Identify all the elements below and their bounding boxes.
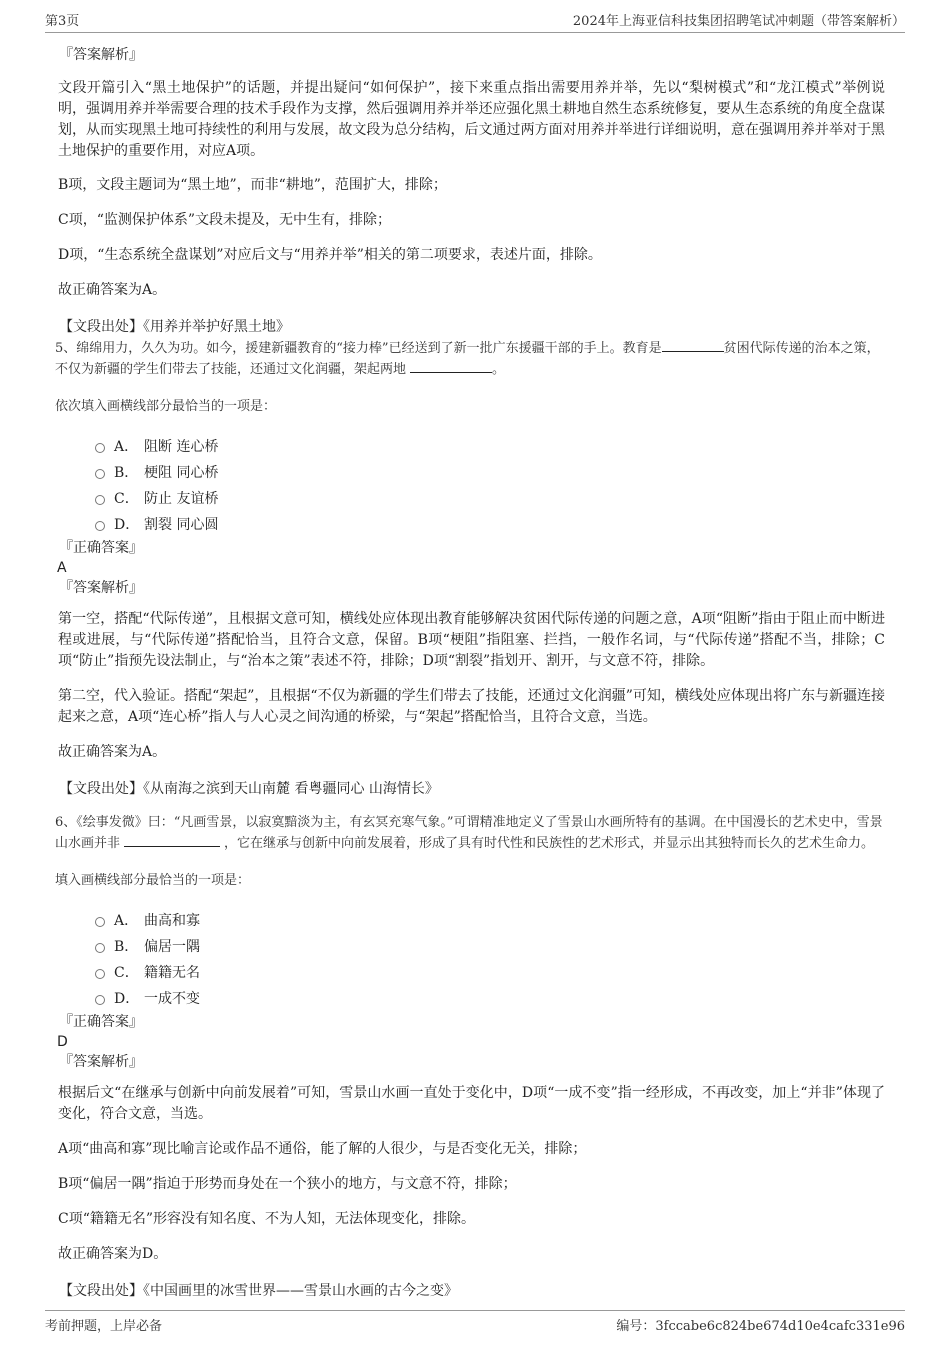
source-citation: 【文段出处】《中国画里的冰雪世界——雪景山水画的古今之变》 xyxy=(59,1283,458,1299)
question-stem xyxy=(55,812,885,854)
question-prompt: 填入画横线部分最恰当的一项是： xyxy=(55,873,251,888)
correct-answer-tag: 『正确答案』 xyxy=(59,1014,143,1030)
option-letter: B． xyxy=(114,465,139,481)
analysis-paragraph: B项，文段主题词为“黑土地”，而非“耕地”，范围扩大，排除； xyxy=(58,177,447,193)
fill-blank xyxy=(124,834,220,847)
option-d[interactable] xyxy=(95,511,885,537)
question-stem xyxy=(55,338,885,380)
option-letter: B． xyxy=(114,939,139,955)
question-stem-part: 贫困代际传递的治本之策，不仅为新疆的学生们带去了技能，还通过文化润疆，架起两地 xyxy=(55,341,880,377)
analysis-paragraph: A项“曲高和寡”现比喻言论或作品不通俗，能了解的人很少，与是否变化无关，排除； xyxy=(58,1141,587,1157)
radio-circle-icon[interactable] xyxy=(95,495,105,505)
option-text: 阻断 连心桥 xyxy=(144,439,219,455)
option-text: 梗阻 同心桥 xyxy=(144,465,219,481)
options-list xyxy=(95,907,885,1011)
option-text: 籍籍无名 xyxy=(144,965,200,981)
fill-blank xyxy=(410,360,492,373)
option-letter: D． xyxy=(114,991,140,1007)
analysis-paragraph: C项，“监测保护体系”文段未提及，无中生有，排除； xyxy=(58,212,392,228)
option-a[interactable] xyxy=(95,433,885,459)
analysis-paragraph: 第一空，搭配“代际传递”，且根据文意可知，横线处应体现出教育能够解决贫困代际传递的问题之意，A项“阻断”指由于阻止而中断进程或进展，与“代际传递”搭配恰当，且符合文意，保留。B项“梗阻”指阻塞、拦挡，一般作名词，与“代际传递”搭配不当，排除；C项“防止”指预先设法制止，与“治本之策”表述不符，排除；D项“割裂”指划开、割开，与文意不符，排除。 xyxy=(58,611,885,669)
question-prompt: 依次填入画横线部分最恰当的一项是： xyxy=(55,399,277,414)
document-id: 编号：3fccabe6c824be674d10e4cafc331e96 xyxy=(616,1319,905,1334)
option-b[interactable] xyxy=(95,459,885,485)
radio-circle-icon[interactable] xyxy=(95,917,105,927)
analysis-paragraph: 根据后文“在继承与创新中向前发展着”可知，雪景山水画一直处于变化中，D项“一成不变”指一经形成，不再改变，加上“并非”体现了变化，符合文意，当选。 xyxy=(58,1085,885,1122)
page-content xyxy=(55,44,885,1302)
option-b[interactable] xyxy=(95,933,885,959)
option-letter: C． xyxy=(114,491,139,507)
answer-conclusion: 故正确答案为A。 xyxy=(58,744,167,760)
page-footer xyxy=(45,1310,905,1334)
analysis-paragraph: C项“籍籍无名”形容没有知名度、不为人知，无法体现变化，排除。 xyxy=(58,1211,476,1227)
source-citation: 【文段出处】《用养并举护好黑土地》 xyxy=(59,319,290,335)
option-d[interactable] xyxy=(95,985,885,1011)
analysis-tag: 『答案解析』 xyxy=(59,47,143,63)
radio-circle-icon[interactable] xyxy=(95,443,105,453)
option-text: 曲高和寡 xyxy=(144,913,200,929)
analysis-tag: 『答案解析』 xyxy=(59,1054,143,1070)
correct-answer: D xyxy=(57,1034,68,1050)
correct-answer: A xyxy=(57,560,67,576)
radio-circle-icon[interactable] xyxy=(95,943,105,953)
question-stem-part: 6、《绘事发微》曰：“凡画雪景，以寂寞黯淡为主，有玄冥充寒气象。”可谓精准地定义了雪景山水画所特有的基调。在中国漫长的艺术史中，雪景山水画并非 xyxy=(55,815,883,851)
answer-conclusion: 故正确答案为A。 xyxy=(58,282,167,298)
radio-circle-icon[interactable] xyxy=(95,969,105,979)
page-number: 第3页 xyxy=(45,14,80,29)
option-text: 割裂 同心圆 xyxy=(144,517,219,533)
analysis-tag: 『答案解析』 xyxy=(59,580,143,596)
analysis-paragraph: 文段开篇引入“黑土地保护”的话题，并提出疑问“如何保护”，接下来重点指出需要用养并举，先以“梨树模式”和“龙江模式”举例说明，强调用养并举需要合理的技术手段作为支撑，然后强调用养并举还应强化黑土耕地自然生态系统修复，要从生态系统的角度全盘谋划，从而实现黑土地可持续性的利用与发展，故文段为总分结构，后文通过两方面对用养并举进行详细说明，意在强调用养并举对于黑土地保护的重要作用，对应A项。 xyxy=(58,80,885,159)
document-title: 2024年上海亚信科技集团招聘笔试冲刺题（带答案解析） xyxy=(572,14,905,29)
analysis-paragraph: B项“偏居一隅”指迫于形势而身处在一个狭小的地方，与文意不符，排除； xyxy=(58,1176,517,1192)
radio-circle-icon[interactable] xyxy=(95,469,105,479)
radio-circle-icon[interactable] xyxy=(95,521,105,531)
option-letter: A． xyxy=(114,913,139,929)
correct-answer-tag: 『正确答案』 xyxy=(59,540,143,556)
fill-blank xyxy=(662,339,724,352)
option-letter: A． xyxy=(114,439,139,455)
option-c[interactable] xyxy=(95,959,885,985)
source-citation: 【文段出处】《从南海之滨到天山南麓 看粤疆同心 山海情长》 xyxy=(59,781,439,797)
answer-conclusion: 故正确答案为D。 xyxy=(58,1246,168,1262)
option-a[interactable] xyxy=(95,907,885,933)
page-header xyxy=(45,12,905,33)
options-list xyxy=(95,433,885,537)
question-stem-part: 。 xyxy=(492,362,506,377)
analysis-paragraph: 第二空，代入验证。搭配“架起”，且根据“不仅为新疆的学生们带去了技能，还通过文化润疆”可知，横线处应体现出将广东与新疆连接起来之意，A项“连心桥”指人与人心灵之间沟通的桥梁，与“架起”搭配恰当，且符合文意，当选。 xyxy=(58,688,885,725)
option-letter: C． xyxy=(114,965,139,981)
question-stem-part: 5、绵绵用力，久久为功。如今，援建新疆教育的“接力棒”已经送到了新一批广东援疆干部的手上。教育是 xyxy=(55,341,662,356)
analysis-paragraph: D项，“生态系统全盘谋划”对应后文与“用养并举”相关的第二项要求，表述片面，排除。 xyxy=(58,247,602,263)
option-text: 一成不变 xyxy=(144,991,200,1007)
option-letter: D． xyxy=(114,517,140,533)
footer-slogan: 考前押题，上岸必备 xyxy=(45,1319,163,1334)
option-c[interactable] xyxy=(95,485,885,511)
question-stem-part: ，它在继承与创新中向前发展着，形成了具有时代性和民族性的艺术形式，并显示出其独特而长久的艺术生命力。 xyxy=(224,836,875,851)
radio-circle-icon[interactable] xyxy=(95,995,105,1005)
option-text: 偏居一隅 xyxy=(144,939,200,955)
option-text: 防止 友谊桥 xyxy=(144,491,219,507)
